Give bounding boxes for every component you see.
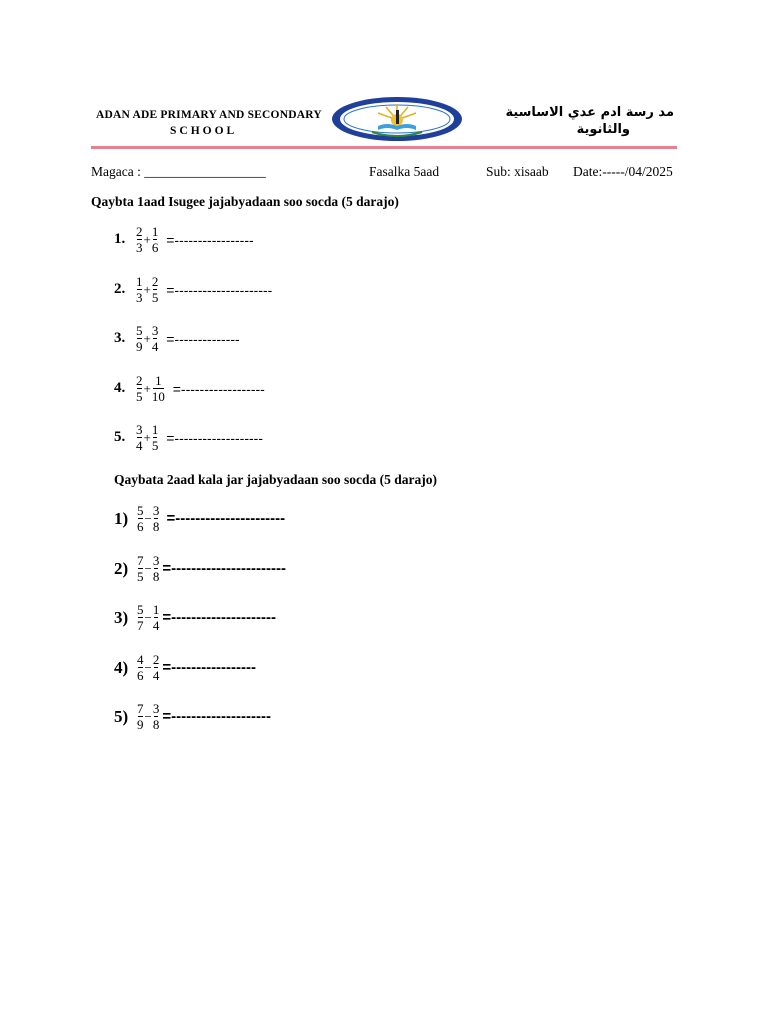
question-row	[114, 503, 285, 534]
fraction-b	[152, 373, 165, 404]
numerator: 2	[151, 274, 159, 289]
fraction-b	[152, 274, 159, 305]
school-logo	[330, 96, 464, 142]
school-name-english-line2: SCHOOL	[170, 125, 238, 137]
operator: −	[144, 510, 152, 526]
numerator: 4	[137, 652, 144, 667]
answer-blank: =-------------------	[162, 429, 263, 446]
question-number: 1)	[114, 508, 129, 528]
answer-blank: =----------------------	[162, 510, 286, 527]
fraction-a	[136, 224, 143, 255]
numerator: 1	[151, 422, 159, 437]
numerator: 3	[152, 553, 160, 568]
denominator: 6	[151, 240, 159, 255]
numerator: 3	[152, 701, 160, 716]
question-number: 2)	[114, 558, 129, 578]
date-label: Date:-----/04/2025	[573, 164, 673, 179]
denominator: 3	[136, 290, 143, 305]
answer-blank: =-----------------	[162, 231, 254, 248]
operator: +	[143, 231, 151, 247]
school-name-arabic-line2: والثانوية	[576, 122, 630, 137]
question-row	[114, 701, 271, 732]
section2-title: Qaybata 2aad kala jar jajabyadaan soo socda (5 darajo)	[114, 472, 438, 487]
student-name-field: Magaca : __________________	[91, 164, 266, 179]
numerator: 1	[151, 224, 159, 239]
fraction-b	[152, 224, 159, 255]
header-divider	[91, 146, 677, 149]
numerator: 3	[136, 422, 143, 437]
fraction-a	[136, 274, 143, 305]
section1-title: Qaybta 1aad Isugee jajabyadaan soo socda (5 darajo)	[91, 194, 399, 209]
class-label: Fasalka 5aad	[369, 164, 440, 179]
denominator: 3	[136, 240, 143, 255]
denominator: 4	[152, 618, 160, 633]
denominator: 8	[152, 519, 160, 534]
operator: +	[143, 429, 151, 445]
numerator: 3	[151, 323, 159, 338]
question-row	[114, 323, 240, 354]
answer-blank: =------------------	[168, 380, 265, 397]
fraction-b	[152, 422, 159, 453]
operator: −	[144, 708, 152, 724]
question-number: 1.	[114, 231, 126, 247]
fraction-a	[137, 602, 144, 633]
numerator: 2	[136, 373, 143, 388]
numerator: 3	[152, 503, 160, 518]
fraction-b	[153, 602, 160, 633]
denominator: 6	[137, 519, 144, 534]
question-number: 5)	[114, 706, 129, 726]
operator: −	[144, 560, 152, 576]
question-row	[114, 553, 286, 584]
numerator: 5	[137, 602, 144, 617]
question-row	[114, 274, 272, 305]
fraction-a	[136, 422, 143, 453]
denominator: 4	[136, 438, 143, 453]
numerator: 1	[136, 274, 143, 289]
question-row	[114, 602, 276, 633]
numerator: 7	[137, 701, 144, 716]
fraction-a	[137, 701, 144, 732]
denominator: 8	[152, 569, 160, 584]
school-name-english: ADAN ADE PRIMARY AND SECONDARY	[96, 109, 322, 121]
denominator: 8	[152, 717, 160, 732]
denominator: 6	[137, 668, 144, 683]
answer-blank: =---------------------	[162, 609, 277, 626]
answer-blank: =---------------------	[162, 281, 273, 298]
fraction-a	[137, 553, 144, 584]
numerator: 2	[136, 224, 143, 239]
fraction-a	[137, 652, 144, 683]
operator: −	[144, 609, 152, 625]
fraction-b	[153, 701, 160, 732]
fraction-b	[153, 652, 160, 683]
operator: +	[143, 380, 151, 396]
operator: +	[143, 330, 151, 346]
denominator: 5	[136, 389, 143, 404]
question-number: 4.	[114, 380, 126, 396]
question-number: 3.	[114, 330, 126, 346]
school-name-arabic	[478, 104, 674, 138]
numerator: 2	[152, 652, 160, 667]
question-number: 2.	[114, 281, 126, 297]
numerator: 1	[155, 373, 162, 388]
question-row	[114, 652, 256, 683]
fraction-b	[153, 503, 160, 534]
denominator: 4	[151, 339, 159, 354]
question-number: 4)	[114, 657, 129, 677]
fraction-a	[137, 503, 144, 534]
answer-blank: =--------------	[162, 330, 240, 347]
denominator: 5	[151, 290, 159, 305]
denominator: 7	[137, 618, 144, 633]
numerator: 5	[137, 503, 144, 518]
fraction-b	[153, 553, 160, 584]
denominator: 4	[152, 668, 160, 683]
subject-label: Sub: xisaab	[486, 164, 549, 179]
fraction-a	[136, 323, 143, 354]
fraction-b	[152, 323, 159, 354]
numerator: 5	[136, 323, 143, 338]
answer-blank: =-----------------------	[162, 560, 286, 577]
answer-blank: =-----------------	[162, 659, 257, 676]
operator: −	[144, 659, 152, 675]
denominator: 9	[136, 339, 143, 354]
denominator: 5	[151, 438, 159, 453]
numerator: 1	[152, 602, 160, 617]
fraction-a	[136, 373, 143, 404]
operator: +	[143, 281, 151, 297]
denominator: 10	[151, 389, 165, 404]
question-number: 5.	[114, 429, 126, 445]
question-row	[114, 422, 263, 453]
question-row	[114, 373, 265, 404]
answer-blank: =--------------------	[162, 708, 272, 725]
numerator: 7	[137, 553, 144, 568]
denominator: 9	[137, 717, 144, 732]
question-row	[114, 224, 254, 255]
school-name-arabic-line1: مد رسة ادم عدي الاساسية	[505, 105, 674, 120]
denominator: 5	[137, 569, 144, 584]
question-number: 3)	[114, 607, 129, 627]
